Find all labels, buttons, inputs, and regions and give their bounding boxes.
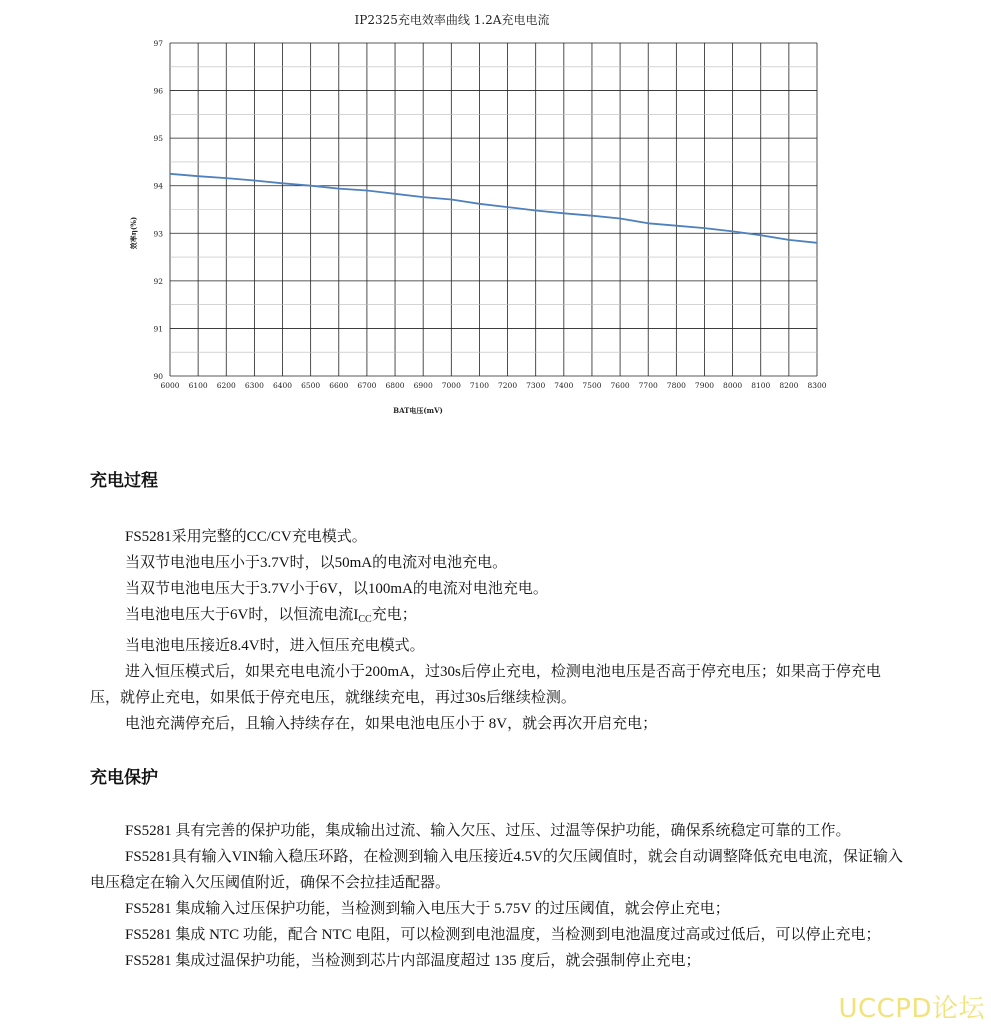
icc-text-before: 当电池电压大于6V时，以恒流电流I (125, 607, 359, 623)
x-tick-label: 7800 (666, 381, 686, 390)
section-title-charging-process: 充电过程 (90, 471, 158, 491)
paragraph: 当双节电池电压大于3.7V小于6V，以100mA的电流对电池充电。 (125, 581, 548, 597)
icc-text-after: 充电； (371, 607, 417, 623)
x-tick-label: 6100 (188, 381, 208, 390)
y-tick-label: 92 (153, 276, 163, 286)
chart-series (170, 174, 817, 243)
x-tick-label: 7100 (469, 381, 489, 390)
paragraph: 进入恒压模式后，如果充电电流小于200mA，过30s后停止充电，检测电池电压是否高于停充电压；如果高于停充电压，就停止充电，如果低于停充电压，就继续充电，再过30s后继续检测。 (90, 664, 881, 706)
x-tick-label: 7200 (498, 381, 518, 390)
watermark-logo: UCCPD论坛 (838, 994, 985, 1024)
x-tick-label: 7900 (694, 381, 715, 390)
x-tick-label: 7700 (638, 381, 658, 390)
y-tick-label: 96 (153, 86, 163, 96)
x-axis-label: BAT电压(mV) (393, 406, 443, 415)
y-tick-label: 90 (153, 372, 163, 381)
charging-protection-body (90, 818, 905, 974)
y-tick-label: 95 (153, 134, 163, 144)
x-tick-labels (160, 381, 826, 390)
series-line (170, 174, 817, 243)
paragraph: FS5281 集成 NTC 功能，配合 NTC 电阻，可以检测到电池温度，当检测到电池温度过高或过低后，可以停止充电； (125, 927, 881, 943)
chart-title: IP2325充电效率曲线 1.2A充电电流 (354, 13, 550, 27)
charging-process-body (90, 524, 905, 737)
y-tick-label: 94 (153, 181, 163, 191)
x-tick-label: 7600 (610, 381, 630, 390)
x-tick-label: 6400 (272, 381, 293, 390)
y-tick-label: 97 (153, 39, 163, 48)
x-tick-label: 7400 (554, 381, 574, 390)
paragraph: FS5281 具有完善的保护功能，集成输出过流、输入欠压、过压、过温等保护功能，确保系统稳定可靠的工作。 (125, 823, 851, 839)
paragraph: FS5281 集成输入过压保护功能，当检测到输入电压大于 5.75V 的过压阈值，就会停止充电； (125, 901, 730, 917)
x-tick-label: 6200 (216, 381, 236, 390)
paragraph: 电池充满停充后，且输入持续存在，如果电池电压小于 8V，就会再次开启充电； (125, 716, 658, 732)
y-tick-labels (153, 39, 163, 381)
paragraph: FS5281 集成过温保护功能，当检测到芯片内部温度超过 135 度后，就会强制停止充电； (125, 953, 701, 969)
x-tick-label: 6000 (160, 381, 180, 390)
y-tick-label: 93 (153, 229, 163, 239)
x-tick-label: 7300 (526, 381, 546, 390)
x-tick-label: 8200 (779, 381, 799, 390)
x-tick-label: 6600 (329, 381, 349, 390)
x-tick-label: 6800 (385, 381, 405, 390)
icc-subscript: CC (358, 614, 372, 625)
efficiency-chart (0, 0, 991, 430)
paragraph: FS5281采用完整的CC/CV充电模式。 (125, 529, 367, 545)
y-axis-label: 效率η(%) (129, 216, 138, 250)
paragraph-icc (90, 602, 905, 633)
x-tick-label: 8100 (751, 381, 771, 390)
section-title-charging-protection: 充电保护 (90, 768, 158, 788)
x-tick-label: 6500 (301, 381, 321, 390)
x-tick-label: 6700 (357, 381, 377, 390)
y-tick-label: 91 (153, 324, 163, 334)
x-tick-label: 8000 (723, 381, 743, 390)
x-tick-label: 7000 (441, 381, 461, 390)
x-tick-label: 7500 (582, 381, 602, 390)
x-tick-label: 8300 (807, 381, 827, 390)
paragraph: 当电池电压接近8.4V时，进入恒压充电模式。 (125, 638, 425, 654)
paragraph: 当双节电池电压小于3.7V时，以50mA的电流对电池充电。 (125, 555, 508, 571)
x-tick-label: 6300 (244, 381, 264, 390)
paragraph: FS5281具有输入VIN输入稳压环路，在检测到输入电压接近4.5V的欠压阈值时，就会自动调整降低充电电流，保证输入电压稳定在输入欠压阈值附近，确保不会拉挂适配器。 (90, 849, 903, 891)
x-tick-label: 6900 (413, 381, 433, 390)
chart-grid (170, 43, 817, 376)
